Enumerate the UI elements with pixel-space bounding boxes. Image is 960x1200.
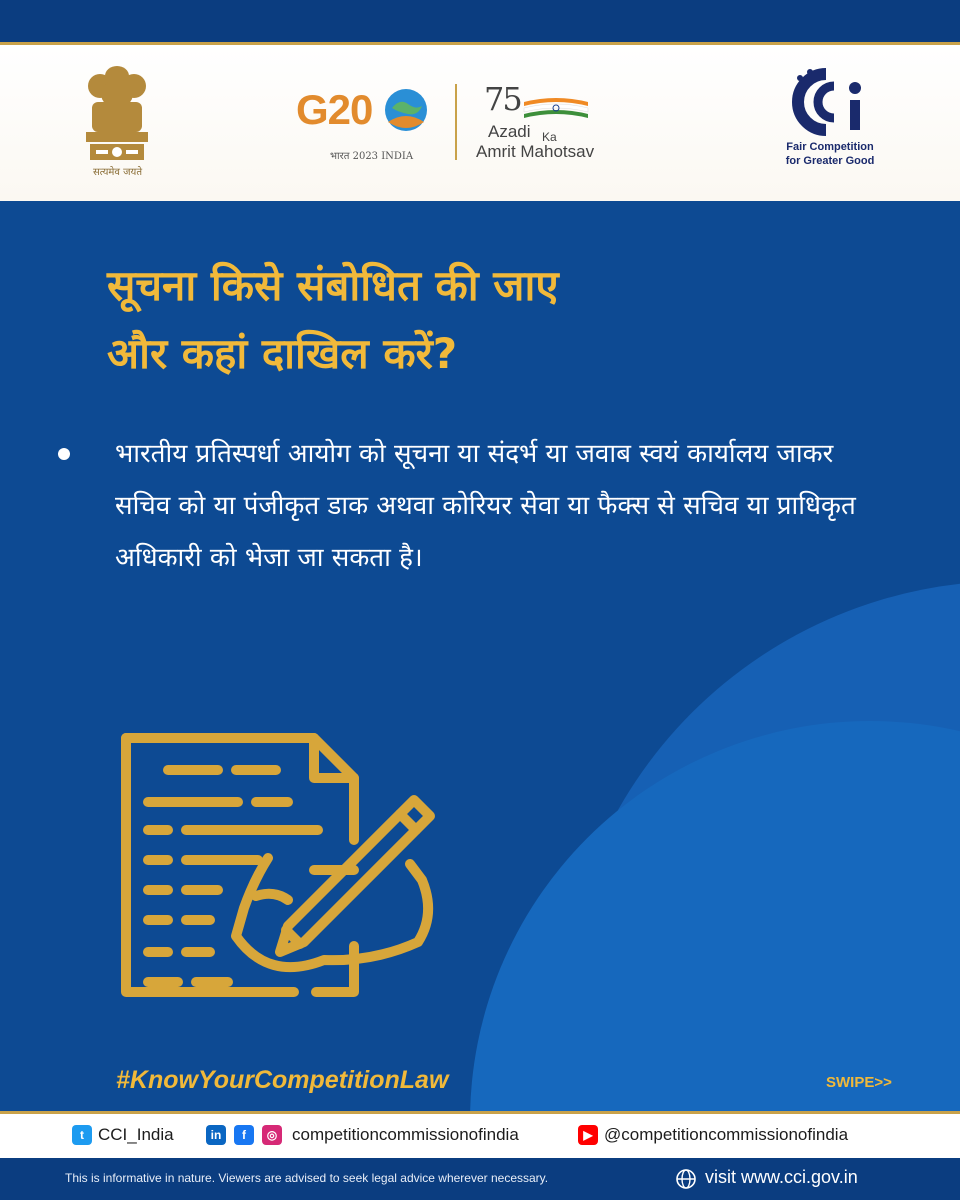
facebook-icon[interactable]: f xyxy=(234,1125,254,1145)
title-line-1: सूचना किसे संबोधित की जाए xyxy=(107,261,559,310)
g20-globe-icon xyxy=(382,86,430,134)
website-link[interactable]: visit www.cci.gov.in xyxy=(705,1167,858,1187)
youtube-handle[interactable]: @competitioncommissionofindia xyxy=(604,1125,849,1144)
social-strip xyxy=(0,1111,960,1158)
title-line-2: और कहां दाखिल करें? xyxy=(107,329,458,378)
twitter-handle[interactable]: CCI_India xyxy=(98,1125,174,1144)
background-wave-2 xyxy=(470,721,960,1111)
disclaimer-text: This is informative in nature. Viewers are advised to seek legal advice wherever necessary. xyxy=(65,1171,549,1185)
hashtag: #KnowYourCompetitionLaw xyxy=(116,1066,449,1094)
azadi-75: 75 xyxy=(484,80,521,118)
azadi-ka: Ka xyxy=(542,130,557,144)
cci-tagline xyxy=(770,140,890,168)
azadi-line-1: Azadi xyxy=(488,122,531,141)
azadi-line-2: Amrit Mahotsav xyxy=(476,142,595,161)
document-pen-icon xyxy=(118,730,458,1000)
youtube-icon[interactable]: ▶ xyxy=(578,1125,598,1145)
page-title xyxy=(107,252,867,388)
twitter-icon[interactable]: t xyxy=(72,1125,92,1145)
social-handle[interactable]: competitioncommissionofindia xyxy=(292,1125,519,1144)
cci-logo-icon xyxy=(786,64,870,138)
cci-tagline-line-1: Fair Competition xyxy=(786,141,874,153)
emblem-motto: सत्यमेव जयते xyxy=(92,167,143,178)
g20-text: G20 xyxy=(296,86,373,133)
logo-divider xyxy=(455,84,457,160)
linkedin-icon[interactable]: in xyxy=(206,1125,226,1145)
cci-tagline-line-2: for Greater Good xyxy=(785,155,875,167)
instagram-icon[interactable]: ◎ xyxy=(262,1125,282,1145)
footer-bar xyxy=(0,1158,960,1200)
globe-icon xyxy=(675,1168,697,1190)
g20-subtitle: भारत 2023 INDIA xyxy=(330,151,414,162)
top-band xyxy=(0,0,960,42)
swipe-indicator: SWIPE>> xyxy=(826,1074,892,1091)
g20-logo xyxy=(296,86,372,134)
tricolor-flag-icon xyxy=(520,96,592,124)
bullet-text: भारतीय प्रतिस्पर्धा आयोग को सूचना या संदर्भ या जवाब स्वयं कार्यालय जाकर सचिव को या पंजीकृत डाक अथवा कोरियर सेवा या फैक्स से सचिव या प्राधिकृत अधिकारी को भेजा जा सकता है। xyxy=(115,439,856,573)
bullet-dot xyxy=(58,448,70,460)
